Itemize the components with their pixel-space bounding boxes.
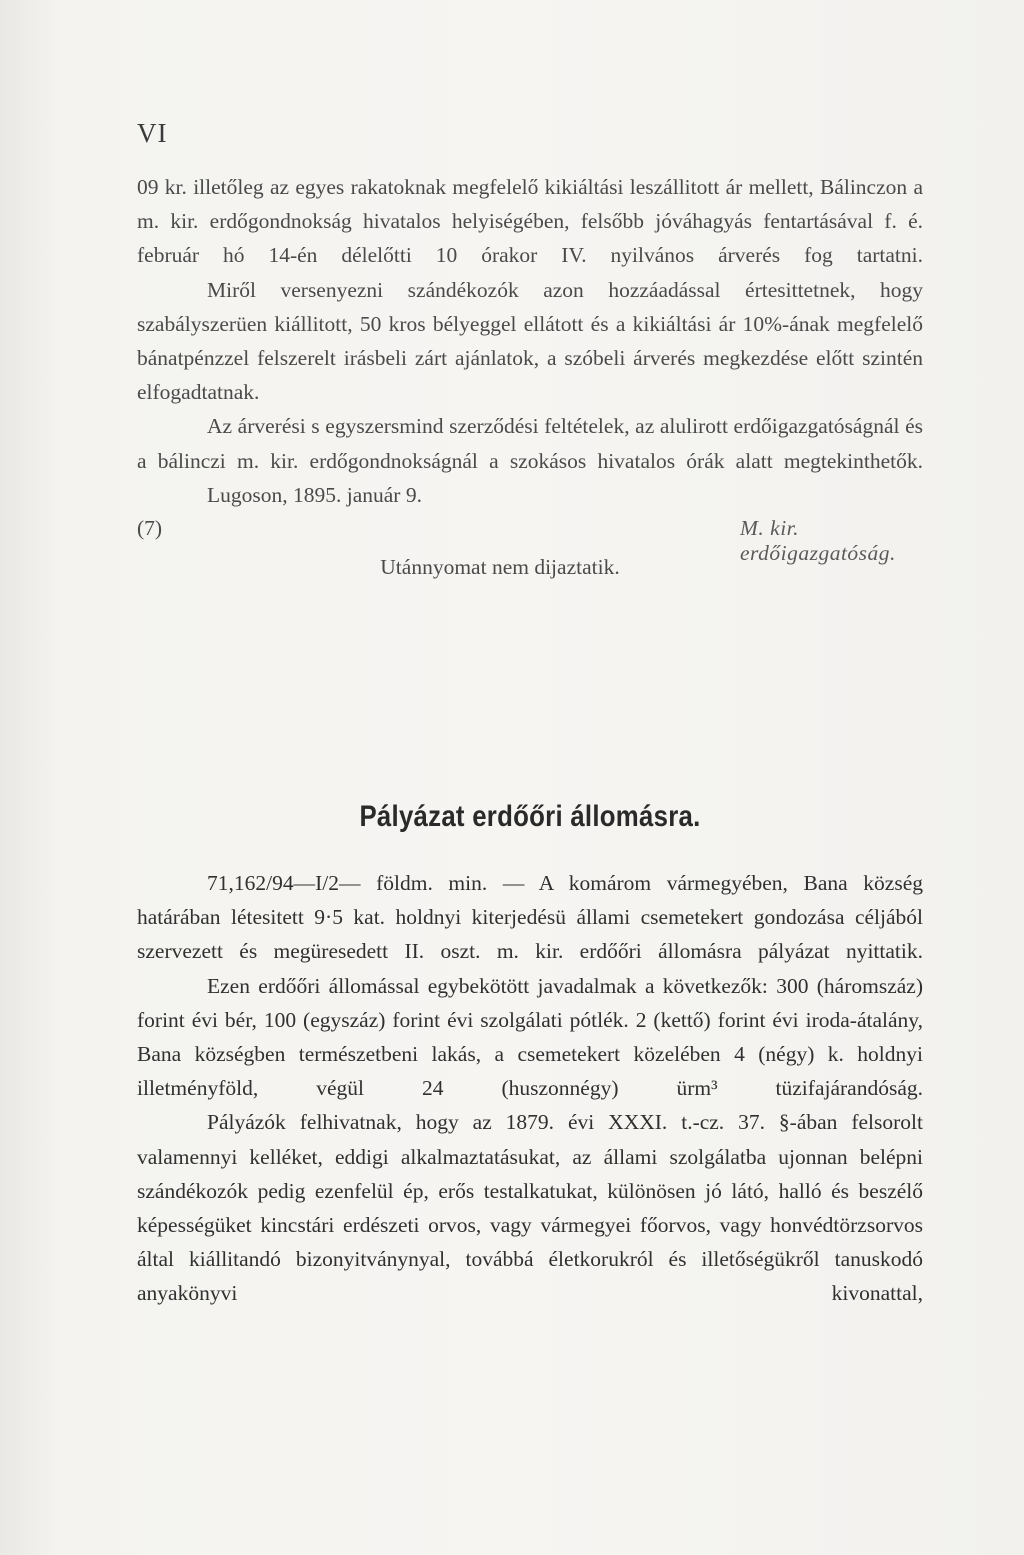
auction-paragraph-2: Miről versenyezni szándékozók azon hozzáadással értesittetnek, hogy szabályszerüen kiállitott, 50 kros bélyeggel ellátott és a kikiáltási ár 10%-ának megfelelő bánatpénzzel felszerelt irásbeli zárt ajánlatok, a szóbeli árverés megkezdése előtt szintén elfogadtatnak.: [137, 277, 923, 405]
vacancy-notice: [137, 866, 923, 1311]
auction-notice: [137, 170, 923, 584]
auction-paragraph-3: Az árverési s egyszersmind szerződési feltételek, az alulirott erdőigazgatóságnál és a bálinczi m. kir. erdőgondnokságnál a szokásos hivatalos órák alatt megtekinthetők.: [137, 414, 923, 473]
notice-number: (7): [137, 515, 163, 540]
vacancy-paragraph-1: 71,162/94—I/2— földm. min. — A komárom vármegyében, Bana község határában létesitett 9·5 kat. holdnyi kiterjedésü állami csemetekert gondozása céljából szervezett és megüresedett II. oszt. m. kir. erdőőri állomásra pályázat nyittatik.: [137, 871, 923, 964]
signature: M. kir. erdőigazgatóság.: [740, 515, 896, 565]
reprint-note: Utánnyomat nem dijaztatik.: [380, 554, 620, 579]
dateline: Lugoson, 1895. január 9.: [207, 482, 422, 507]
auction-paragraph-1: 09 kr. illetőleg az egyes rakatoknak megfelelő kikiáltási leszállitott ár mellett, Bálinczon a m. kir. erdőgondnokság hivatalos helyiségében, felsőbb jóváhagyás fentartásával f. é. február hó 14-én délelőtti 10 órakor IV. nyilvános árverés fog tartatni.: [137, 175, 923, 268]
signature-row: [137, 512, 923, 565]
vacancy-paragraph-3: Pályázók felhivatnak, hogy az 1879. évi XXXI. t.-cz. 37. §-ában felsorolt valamennyi kelléket, eddigi alkalmaztatásukat, az állami szolgálatba ujonnan belépni szándékozók pedig ezenfelül ép, erős testalkatukat, különösen jó látó, halló és beszélő képességüket kincstári erdészeti orvos, vagy vármegyei főorvos, vagy honvédtörzsorvos által kiállitandó bizonyitványnyal, továbbá életkorukról és illetőségükről tanuskodó anyakönyvi kivonattal,: [137, 1110, 923, 1306]
vacancy-paragraph-2: Ezen erdőőri állomással egybekötött javadalmak a következők: 300 (háromszáz) forint évi bér, 100 (egyszáz) forint évi szolgálati pótlék. 2 (kettő) forint évi iroda-átalány, Bana községben természetbeni lakás, a csemetekert közelében 4 (négy) k. holdnyi illetményföld, végül 24 (huszonnégy) ürm³ tüzifajárandóság.: [137, 973, 923, 1101]
page-number: VI: [137, 118, 168, 148]
section-heading: Pályázat erdőőri állomásra.: [359, 800, 701, 833]
